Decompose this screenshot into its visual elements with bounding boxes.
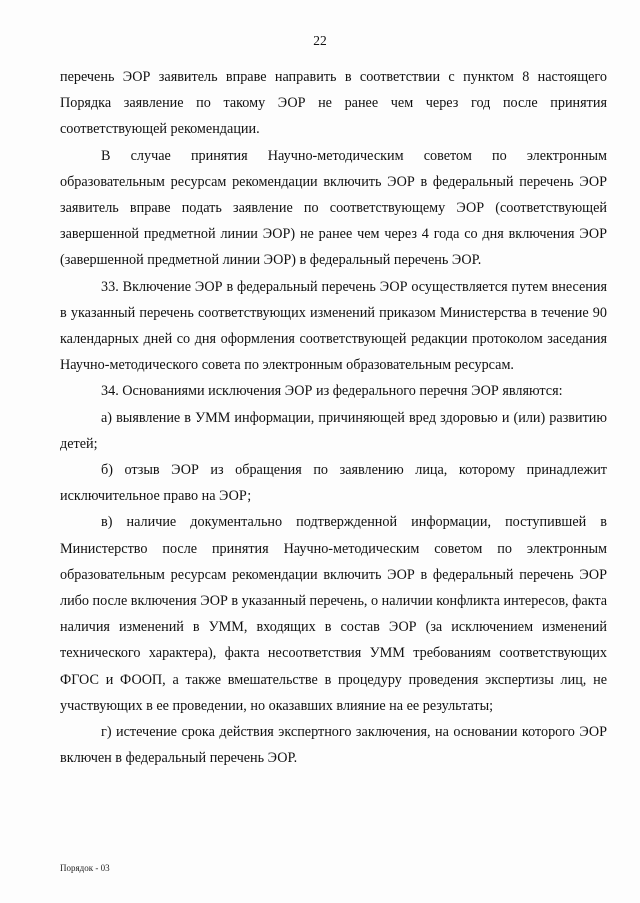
paragraph-continuation: перечень ЭОР заявитель вправе направить в соответствии с пунктом 8 настоящего Порядка заявление по такому ЭОР не ранее чем через год после принятия соответствующей рекомендации. xyxy=(60,69,607,138)
paragraph-subitem-b: б) отзыв ЭОР из обращения по заявлению лица, которому принадлежит исключительное право на ЭОР; xyxy=(60,462,607,505)
page-number: 22 xyxy=(313,33,327,48)
page-footer: Порядок - 03 xyxy=(60,863,110,873)
paragraph-subitem-v: в) наличие документально подтвержденной информации, поступившей в Министерство после принятия Научно-методическим советом по электронным образовательным ресурсам рекомендации включить ЭОР в федеральный перечень ЭОР либо после включения ЭОР в указанный перечень, о наличии конфликта интересов, факта наличия изменений в УММ, входящих в состав ЭОР (за исключением изменений технического характера), факта несоответствия УММ требованиям соответствующих ФГОС и ФООП, а также вмешательстве в процедуру проведения экспертизы лиц, не участвующих в ее проведении, но оказавших влияние на ее результаты; xyxy=(60,514,607,714)
paragraph-item-34: 34. Основаниями исключения ЭОР из федерального перечня ЭОР являются: xyxy=(101,383,563,400)
paragraph-item-33: 33. Включение ЭОР в федеральный перечень ЭОР осуществляется путем внесения в указанный перечень соответствующих изменений приказом Министерства в течение 90 календарных дней со дня оформления соответствующей редакции протоколом заседания Научно-методического совета по электронным образовательным ресурсам. xyxy=(60,278,607,374)
paragraph-recommendation-term: В случае принятия Научно-методическим советом по электронным образовательным ресурсам рекомендации включить ЭОР в федеральный перечень ЭОР заявитель вправе подать заявление по соответствующему ЭОР (соответствующей завершенной предметной линии ЭОР) не ранее чем через 4 года со дня включения ЭОР (завершенной предметной линии ЭОР) в федеральный перечень ЭОР. xyxy=(60,147,607,269)
paragraph-subitem-g: г) истечение срока действия экспертного заключения, на основании которого ЭОР включен в федеральный перечень ЭОР. xyxy=(60,724,607,767)
paragraph-subitem-a: а) выявление в УММ информации, причиняющей вред здоровью и (или) развитию детей; xyxy=(60,409,607,452)
document-body xyxy=(60,64,607,771)
